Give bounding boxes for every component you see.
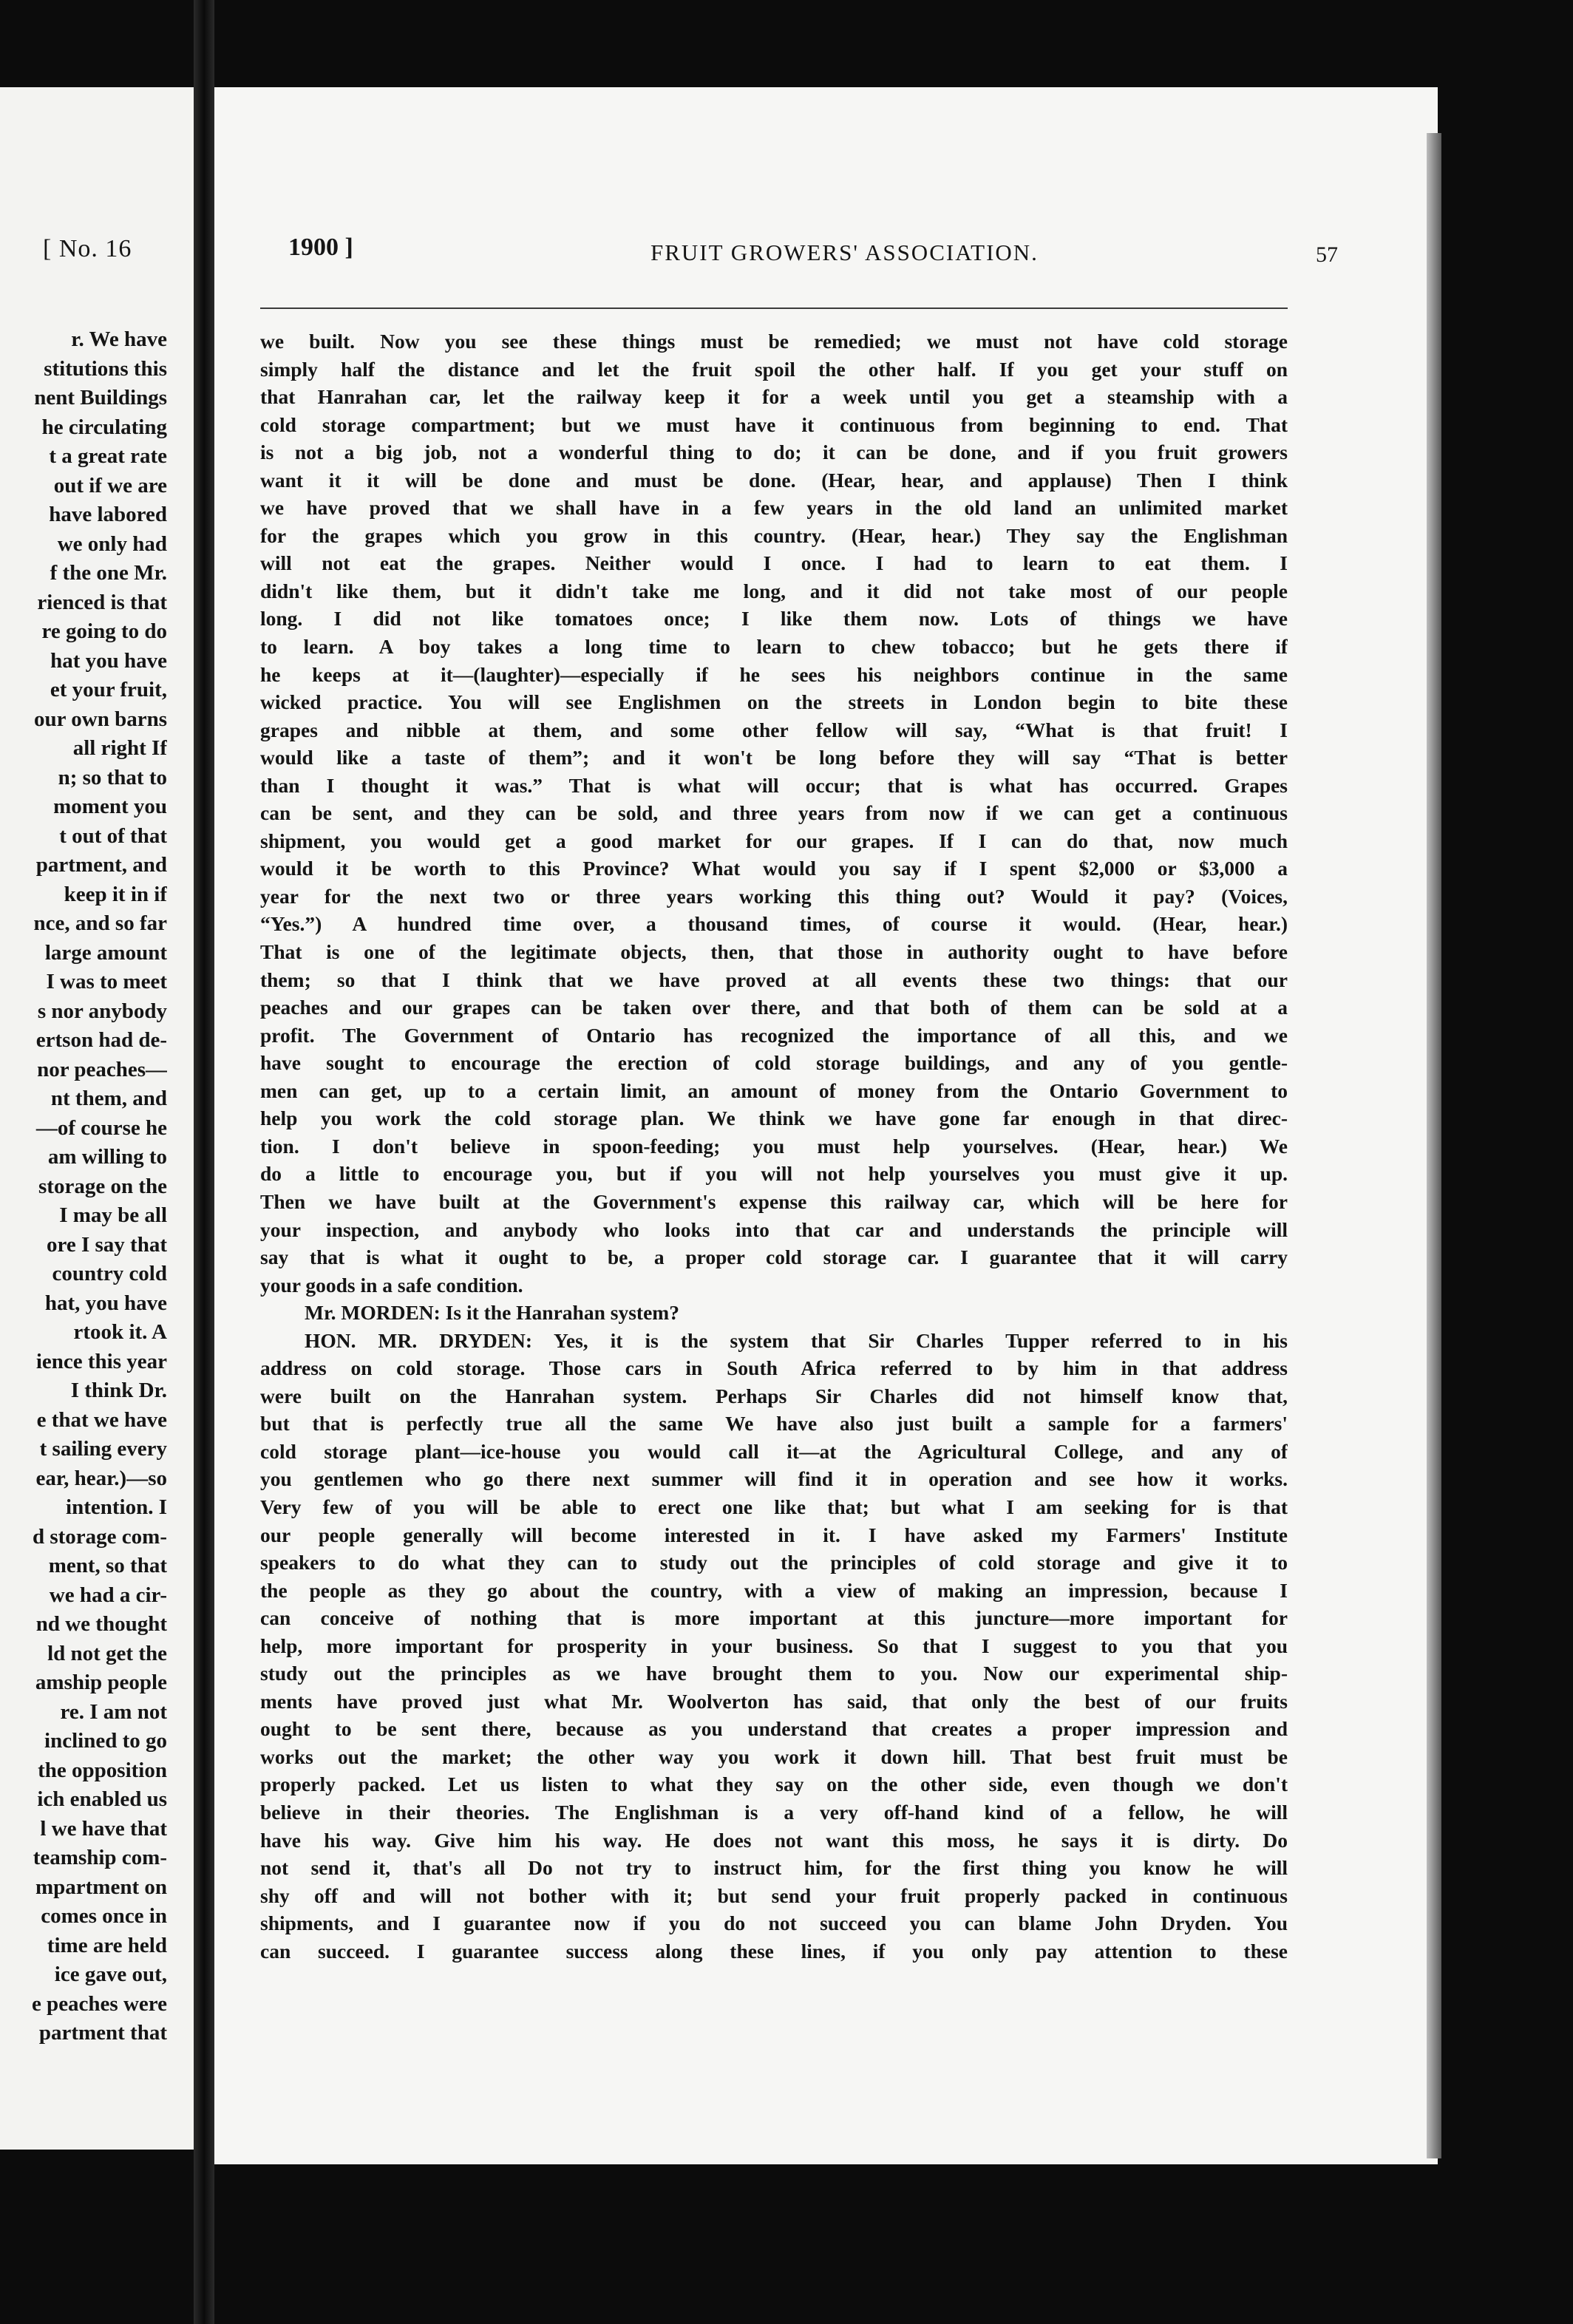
body-text: [260, 327, 1288, 1965]
header-rule: [260, 308, 1288, 309]
text-line: Very few of you will be able to erect one like that; but what I am seeking for is that: [260, 1495, 1288, 1518]
left-text-line: have labored: [49, 503, 167, 526]
text-line: help you work the cold storage plan. We think we have gone far enough in that direc-: [260, 1107, 1288, 1130]
left-text-line: l we have that: [40, 1816, 167, 1841]
left-text-line: moment you: [53, 795, 167, 818]
left-text-line: e peaches were: [31, 1991, 167, 2016]
left-text-line: storage on the: [38, 1174, 167, 1198]
left-text-line: partment that: [38, 2021, 167, 2045]
page-edge-shadow: [1427, 133, 1441, 2158]
left-text-line: t out of that: [59, 823, 167, 848]
left-text-line: am willing to: [47, 1145, 167, 1169]
left-text-line: comes once in: [41, 1904, 167, 1928]
text-line: can be sent, and they can be sold, and three years from now if we can get a continuous: [260, 801, 1288, 825]
text-line: would it be worth to this Province? What would you say if I spent $2,000 or $3,000 a: [260, 857, 1288, 880]
text-line: wicked practice. You will see Englishmen on the streets in London begin to bite these: [260, 690, 1288, 714]
left-text-line: large amount: [44, 940, 167, 965]
left-text-line: nt them, and: [50, 1087, 167, 1110]
text-line: were built on the Hanrahan system. Perhaps Sir Charles did not himself know that,: [260, 1384, 1288, 1407]
text-line: That is one of the legitimate objects, then, that those in authority ought to have before: [260, 940, 1288, 964]
left-text-line: I may be all: [59, 1203, 167, 1227]
text-line: the people as they go about the country, with a view of making an impression, because I: [260, 1578, 1288, 1602]
text-line: address on cold storage. Those cars in South Africa referred to by him in that address: [260, 1356, 1288, 1380]
text-line: peaches and our grapes can be taken over there, and that both of them can be sold at a: [260, 996, 1288, 1019]
left-text-line: inclined to go: [44, 1729, 167, 1753]
text-line: our people generally will become interested in it. I have asked my Farmers' Institute: [260, 1523, 1288, 1546]
text-line: we built. Now you see these things must be remedied; we must not have cold storage: [260, 330, 1288, 353]
text-line: have his way. Give him his way. He does not want this moss, he says it is dirty. Do: [260, 1828, 1288, 1852]
left-text-line: ich enabled us: [37, 1787, 167, 1811]
book-gutter: [194, 0, 214, 2324]
text-line: Mr. MORDEN: Is it the Hanrahan system?: [305, 1301, 679, 1325]
left-text-line: t a great rate: [49, 444, 167, 468]
left-page-fragment: [0, 87, 194, 2150]
text-line: year for the next two or three years working this thing out? Would it pay? (Voices,: [260, 884, 1288, 908]
text-line: believe in their theories. The Englishman is a very off-hand kind of a fellow, he will: [260, 1800, 1288, 1824]
left-text-line: nd we thought: [35, 1612, 167, 1636]
left-text-line: ore I say that: [47, 1232, 167, 1257]
text-line: shipment, you would get a good market for our grapes. If I can do that, now much: [260, 829, 1288, 852]
left-text-line: time are held: [47, 1933, 167, 1957]
text-line: for the grapes which you grow in this country. (Hear, hear.) They say the Englishman: [260, 523, 1288, 547]
left-text-line: ld not get the: [47, 1641, 167, 1665]
left-text-line: r. We have: [71, 327, 167, 351]
left-text-line: he circulating: [41, 415, 167, 439]
text-line: simply half the distance and let the fruit spoil the other half. If you get your stuff on: [260, 357, 1288, 381]
left-text-line: n; so that to: [58, 765, 167, 789]
left-text-line: teamship com-: [33, 1846, 167, 1869]
text-line: can succeed. I guarantee success along these lines, if you only pay attention to these: [260, 1939, 1288, 1963]
text-line: he keeps at it—(laughter)—especially if he sees his neighbors continue in the same: [260, 662, 1288, 686]
text-line: profit. The Government of Ontario has recognized the importance of all this, and we: [260, 1023, 1288, 1047]
text-line: can conceive of nothing that is more important at this juncture—more important for: [260, 1606, 1288, 1630]
left-text-line: stitutions this: [44, 356, 167, 381]
left-text-line: keep it in if: [64, 882, 167, 906]
text-line: grapes and nibble at them, and some other fellow will say, “What is that fruit! I: [260, 718, 1288, 741]
text-line: “Yes.”) A hundred time over, a thousand times, of course it would. (Hear, hear.): [260, 912, 1288, 936]
text-line: is not a big job, not a wonderful thing to do; it can be done, and if you fruit growers: [260, 441, 1288, 464]
text-line: your inspection, and anybody who looks into that car and understands the principle will: [260, 1217, 1288, 1241]
left-text-line: country cold: [52, 1262, 167, 1285]
text-line: cold storage compartment; but we must have it continuous from beginning to end. That: [260, 412, 1288, 436]
left-text-line: ertson had de-: [35, 1028, 167, 1052]
text-line: than I thought it was.” That is what will occur; that is what has occurred. Grapes: [260, 773, 1288, 797]
text-line: we have proved that we shall have in a few years in the old land an unlimited market: [260, 496, 1288, 520]
left-text-line: nor peaches—: [37, 1057, 167, 1081]
left-text-line: we had a cir-: [49, 1583, 167, 1607]
left-text-line: e that we have: [36, 1407, 167, 1432]
left-text-line: intention. I: [66, 1495, 167, 1519]
text-line: do a little to encourage you, but if you will not help yourselves you must give it up.: [260, 1162, 1288, 1186]
text-line: cold storage plant—ice-house you would call it—at the Agricultural College, and any of: [260, 1439, 1288, 1463]
text-line: men can get, up to a certain limit, an amount of money from the Ontario Government to: [260, 1078, 1288, 1102]
page-header: [288, 234, 1338, 271]
text-line: them; so that I think that we have proved at all events these two things: that our: [260, 968, 1288, 991]
text-line: didn't like them, but it didn't take me long, and it did not take most of our people: [260, 579, 1288, 602]
left-text-line: re. I am not: [60, 1699, 167, 1724]
left-text-line: ment, so that: [48, 1554, 167, 1577]
left-text-line: hat you have: [50, 648, 167, 673]
left-text-line: nce, and so far: [33, 911, 167, 935]
left-text-line: d storage com-: [32, 1524, 167, 1549]
right-page: [214, 87, 1438, 2164]
left-text-line: —of course he: [35, 1115, 167, 1140]
text-line: help, more important for prosperity in your business. So that I suggest to you that you: [260, 1634, 1288, 1657]
text-line: not send it, that's all Do not try to instruct him, for the first thing you know he will: [260, 1856, 1288, 1880]
text-line: your goods in a safe condition.: [260, 1273, 523, 1297]
text-line: shy off and will not bother with it; but send your fruit properly packed in continuous: [260, 1883, 1288, 1907]
text-line: would like a taste of them”; and it won't be long before they will say “That is better: [260, 746, 1288, 769]
left-text-line: nent Buildings: [34, 386, 167, 410]
left-text-line: rtook it. A: [73, 1320, 167, 1344]
left-text-line: we only had: [57, 531, 167, 556]
text-line: you gentlemen who go there next summer will find it in operation and see how it works.: [260, 1467, 1288, 1491]
left-text-line: f the one Mr.: [50, 561, 167, 585]
left-text-line: all right If: [72, 736, 167, 760]
text-line: Then we have built at the Government's expense this railway car, which will be here for: [260, 1189, 1288, 1213]
left-text-line: t sailing every: [39, 1437, 167, 1461]
text-line: will not eat the grapes. Neither would I once. I had to learn to eat them. I: [260, 551, 1288, 575]
text-line: say that is what it ought to be, a proper cold storage car. I guarantee that it will carry: [260, 1246, 1288, 1269]
left-text-line: the opposition: [38, 1758, 167, 1782]
text-line: ought to be sent there, because as you understand that creates a proper impression and: [260, 1717, 1288, 1741]
left-text-line: amship people: [35, 1671, 167, 1694]
left-text-line: ience this year: [35, 1349, 167, 1373]
text-line: have sought to encourage the erection of cold storage buildings, and any of you gentle-: [260, 1051, 1288, 1075]
left-text-line: rienced is that: [37, 590, 167, 614]
left-text-line: out if we are: [53, 473, 167, 497]
text-line: study out the principles as we have brought them to you. Now our experimental ship-: [260, 1662, 1288, 1685]
header-year: 1900 ]: [288, 234, 353, 261]
text-line: tion. I don't believe in spoon-feeding; you must help yourselves. (Hear, hear.) We: [260, 1134, 1288, 1158]
left-page-text: [0, 325, 167, 2048]
left-text-line: I was to meet: [46, 970, 167, 993]
left-text-line: ear, hear.)—so: [35, 1466, 167, 1490]
text-line: ments have proved just what Mr. Woolverton has said, that only the best of our fruits: [260, 1689, 1288, 1713]
text-line: properly packed. Let us listen to what they say on the other side, even though we don't: [260, 1773, 1288, 1796]
left-text-line: partment, and: [35, 853, 167, 877]
text-line: HON. MR. DRYDEN: Yes, it is the system that Sir Charles Tupper referred to in his: [305, 1328, 1288, 1352]
left-text-line: I think Dr.: [70, 1379, 167, 1402]
text-line: works out the market; the other way you work it down hill. That best fruit must be: [260, 1744, 1288, 1768]
text-line: want it it will be done and must be done. (Hear, hear, and applause) Then I think: [260, 468, 1288, 492]
left-text-line: s nor anybody: [37, 999, 167, 1023]
text-line: shipments, and I guarantee now if you do not succeed you can blame John Dryden. You: [260, 1912, 1288, 1935]
left-text-line: mpartment on: [35, 1875, 167, 1899]
text-line: but that is perfectly true all the same We have also just built a sample for a farmers': [260, 1412, 1288, 1435]
left-text-line: our own barns: [34, 707, 167, 731]
left-text-line: hat, you have: [44, 1291, 167, 1315]
left-running-head: [ No. 16: [43, 235, 132, 262]
text-line: that Hanrahan car, let the railway keep it for a week until you get a steamship with a: [260, 385, 1288, 409]
text-line: to learn. A boy takes a long time to learn to chew tobacco; but he gets there if: [260, 635, 1288, 659]
header-title: FRUIT GROWERS' ASSOCIATION.: [650, 239, 1039, 265]
left-text-line: et your fruit,: [50, 678, 167, 701]
left-text-line: re going to do: [41, 619, 167, 643]
text-line: speakers to do what they can to study out the principles of cold storage and give it to: [260, 1551, 1288, 1574]
page-number: 57: [1316, 242, 1338, 267]
text-line: long. I did not like tomatoes once; I like them now. Lots of things we have: [260, 607, 1288, 631]
left-text-line: ice gave out,: [54, 1963, 167, 1986]
